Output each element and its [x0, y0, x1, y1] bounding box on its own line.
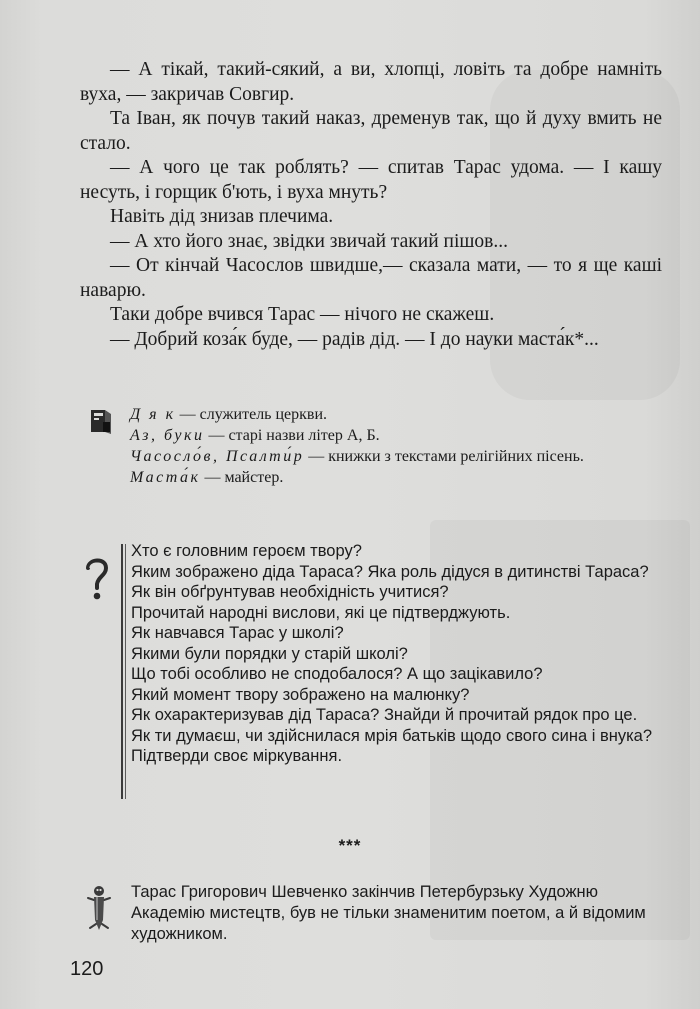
question-item: Хто є головним героєм твору?	[131, 542, 362, 560]
questions-block	[82, 541, 672, 767]
page-number: 120	[70, 958, 104, 980]
questions-divider	[121, 544, 123, 799]
question-item: Якими були порядки у старій школі?	[131, 644, 408, 663]
question-item: Яким зображено діда Тараса? Яка роль дідуся в дитинстві Тараса? Як він обґрунтував необхідність учитися?	[131, 562, 649, 601]
glossary	[90, 404, 670, 488]
questions-list	[131, 541, 672, 767]
story-paragraph: — Добрий коза́к буде, — радів дід. — І до науки маста́к*...	[110, 328, 599, 350]
story-paragraph: Навіть дід знизав плечима.	[110, 206, 334, 227]
glossary-definition: — майстер.	[200, 469, 284, 486]
story-paragraph: Таки добре вчився Тарас — нічого не скажеш.	[110, 304, 495, 325]
glossary-term: Аз, буки	[130, 427, 205, 444]
fact-text: Тарас Григорович Шевченко закінчив Петербурзьку Художню Академію мистецтв, був не тільки знаменитим поетом, а й відомим художником.	[131, 883, 646, 943]
book-icon	[90, 408, 112, 434]
story-paragraph: Та Іван, як почув такий наказ, дременув так, що й духу вмить не стало.	[80, 108, 662, 154]
section-separator: ***	[338, 836, 362, 855]
glossary-term: Маста́к	[130, 469, 201, 486]
story-paragraph: — А хто його знає, звідки звичай такий пішов...	[110, 230, 508, 252]
question-item: Який момент твору зображено на малюнку?	[131, 685, 470, 704]
glossary-definition: — книжки з текстами релігійних пісень.	[304, 448, 584, 465]
question-item: Що тобі особливо не сподобалося? А що зацікавило?	[131, 665, 543, 683]
question-item: Як охарактеризував дід Тараса? Знайди й прочитай рядок про це.	[131, 706, 638, 724]
questions-divider	[125, 544, 126, 799]
glossary-definition: — старі назви літер А, Б.	[204, 427, 380, 444]
question-item: Як навчався Тарас у школі?	[131, 624, 344, 642]
glossary-definition: — служитель церкви.	[175, 406, 328, 423]
story-paragraph: — А чого це так роблять? — спитав Тарас удома. — І кашу несуть, і горщик б'ють, і вуха мнуть?	[80, 157, 662, 203]
glossary-list	[130, 404, 670, 488]
pencil-figure-icon	[84, 884, 114, 932]
story-paragraph: — А тікай, такий-сякий, а ви, хлопці, ловіть та добре намніть вуха, — закричав Совгир.	[80, 59, 662, 105]
question-item: Прочитай народні вислови, які це підтверджують.	[131, 603, 511, 622]
glossary-item	[130, 404, 670, 425]
story-paragraph: — От кінчай Часослов швидше,— сказала мати, — то я ще каші наварю.	[80, 255, 662, 301]
glossary-item	[130, 425, 670, 446]
question-item: Як ти думаєш, чи здійснилася мрія батьків щодо свого сина і внука? Підтверди своє міркування.	[131, 726, 653, 765]
glossary-item	[130, 446, 670, 467]
question-mark-icon	[82, 555, 112, 603]
fact-block	[84, 882, 674, 945]
story-text	[80, 58, 662, 352]
glossary-item	[130, 467, 670, 488]
glossary-term: Часосло́в, Псалти́р	[130, 448, 305, 465]
glossary-term: Д я к	[130, 406, 176, 423]
